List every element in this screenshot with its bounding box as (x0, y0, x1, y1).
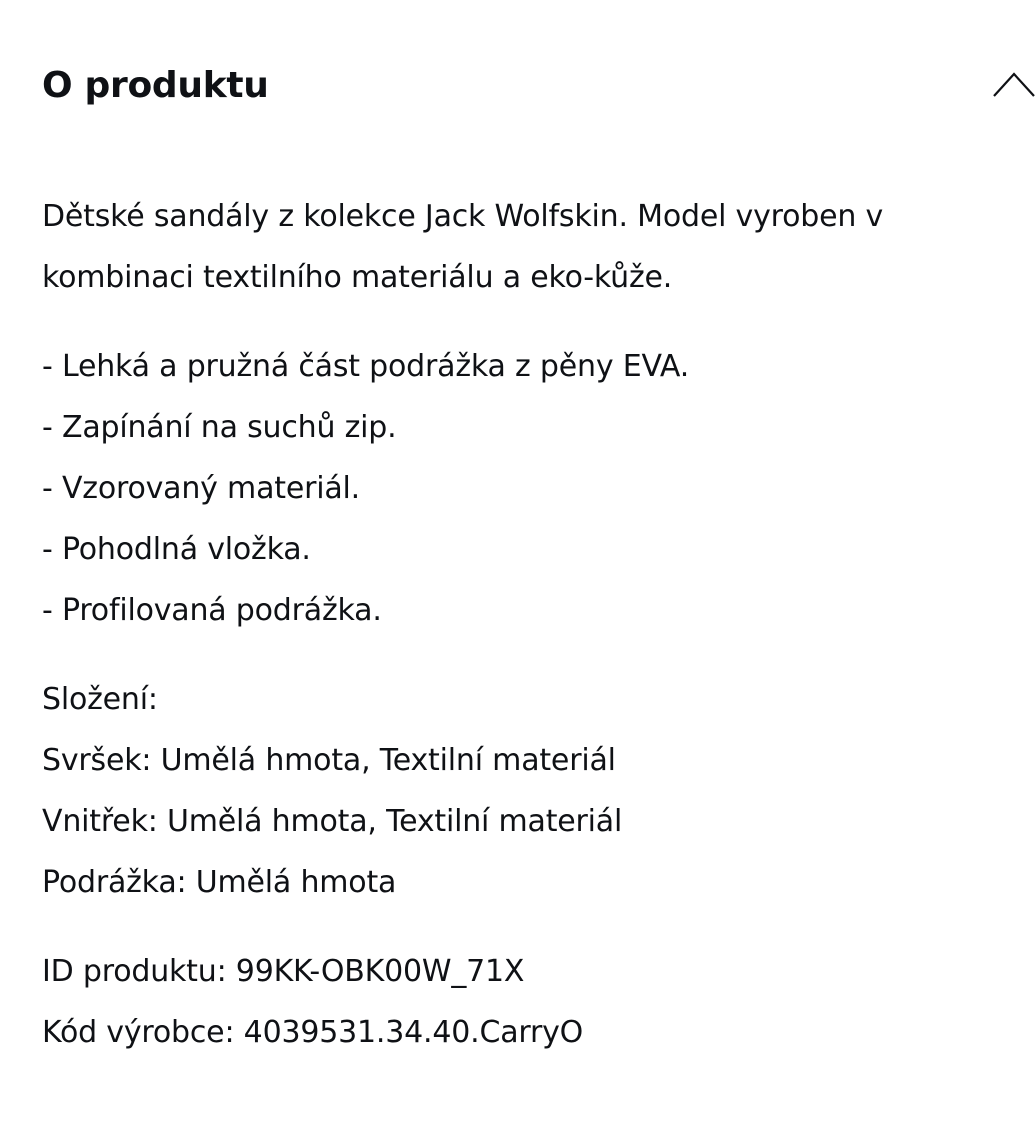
product-description (42, 186, 1002, 1063)
feature-item: - Zapínání na suchů zip. (42, 410, 397, 445)
composition-item: Podrážka: Umělá hmota (42, 865, 397, 900)
composition-heading: Složení: (42, 682, 158, 717)
product-id: ID produktu: 99KK-OBK00W_71X (42, 954, 525, 989)
feature-item: - Lehká a pružná část podrážka z pěny EVA. (42, 349, 690, 384)
chevron-up-icon (992, 70, 1036, 98)
composition-item: Svršek: Umělá hmota, Textilní materiál (42, 743, 616, 778)
section-title: O produktu (42, 65, 269, 106)
collapse-toggle[interactable] (976, 64, 1036, 108)
description-line: Dětské sandály z kolekce Jack Wolfskin. Model vyroben v (42, 199, 884, 234)
feature-item: - Profilovaná podrážka. (42, 593, 382, 628)
manufacturer-code: Kód výrobce: 4039531.34.40.CarryO (42, 1015, 584, 1050)
feature-item: - Pohodlná vložka. (42, 532, 311, 567)
feature-item: - Vzorovaný materiál. (42, 471, 361, 506)
description-line: kombinaci textilního materiálu a eko-kůže. (42, 260, 673, 295)
composition-item: Vnitřek: Umělá hmota, Textilní materiál (42, 804, 623, 839)
section-header[interactable] (42, 60, 1036, 116)
